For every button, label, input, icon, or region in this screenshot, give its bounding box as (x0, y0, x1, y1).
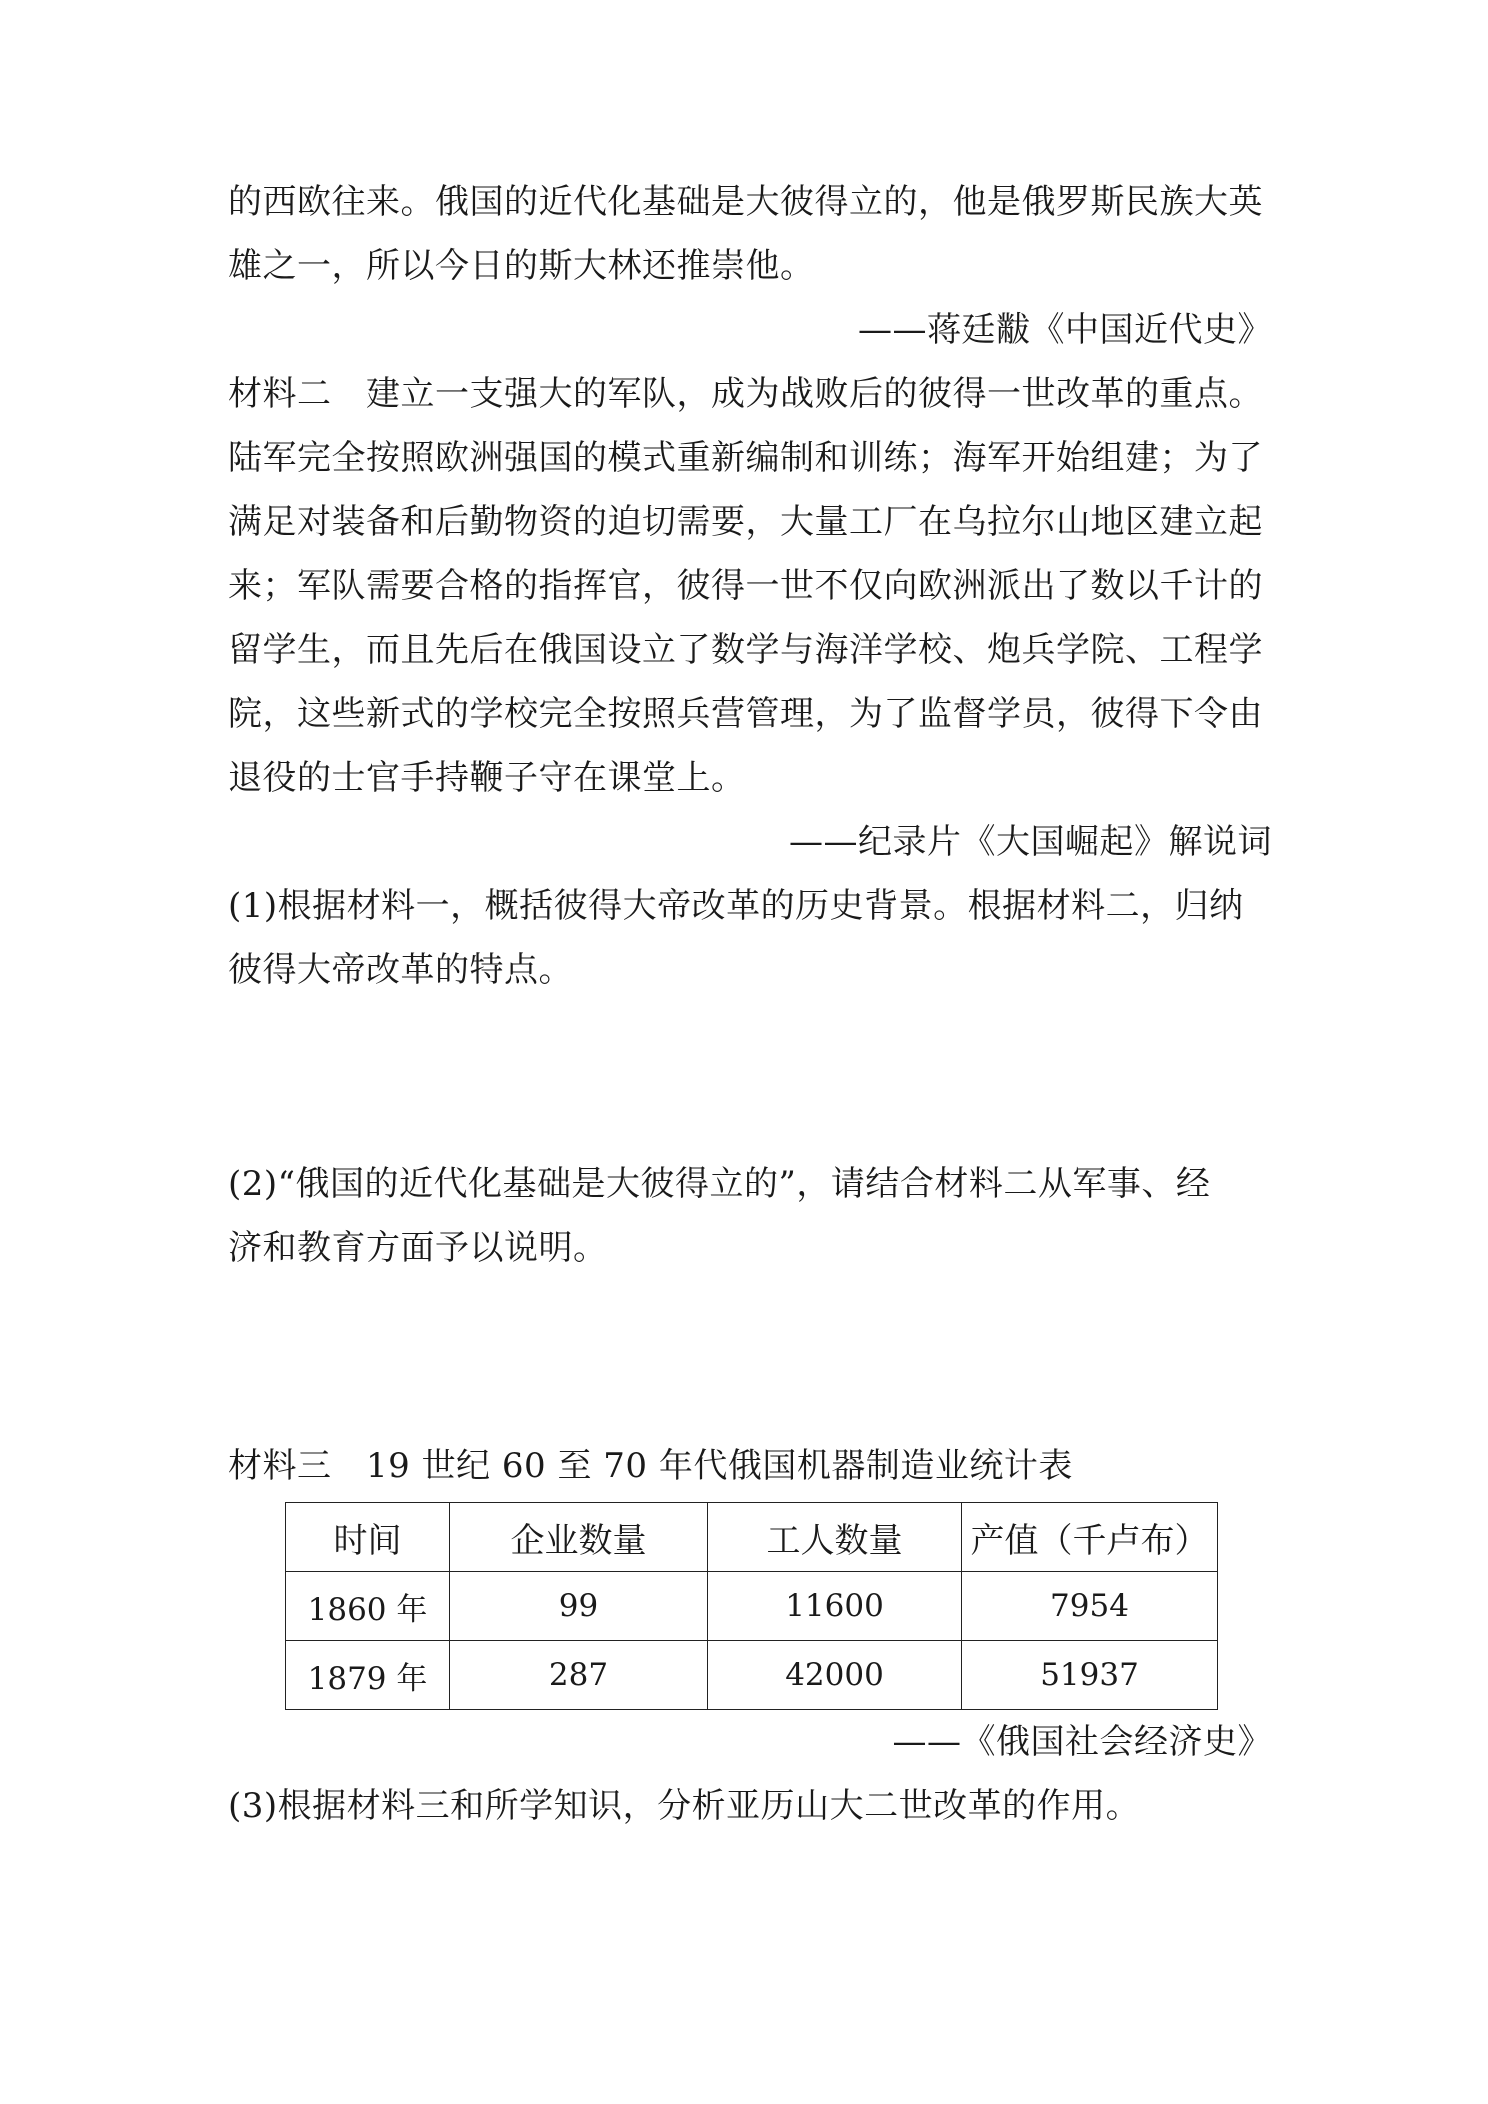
question3: (3)根据材料三和所学知识，分析亚历山大二世改革的作用。 (228, 1786, 1141, 1826)
material3-source: ——《俄国社会经济史》 (892, 1722, 1272, 1762)
material1-line-1: 的西欧往来。俄国的近代化基础是大彼得立的，他是俄罗斯民族大英 (228, 182, 1263, 222)
material3-title: 材料三 19 世纪 60 至 70 年代俄国机器制造业统计表 (228, 1446, 1073, 1486)
table-cell: 1879 年 (286, 1641, 450, 1710)
table-cell: 51937 (962, 1641, 1218, 1710)
statistics-table-container (285, 1502, 1217, 1710)
answer-space-2 (228, 1280, 1272, 1434)
material2-source: ——纪录片《大国崛起》解说词 (789, 822, 1272, 862)
material1-source: ——蒋廷黻《中国近代史》 (858, 310, 1272, 350)
question1-line-2: 彼得大帝改革的特点。 (228, 950, 573, 990)
material2-line-3: 满足对装备和后勤物资的迫切需要，大量工厂在乌拉尔山地区建立起 (228, 502, 1263, 542)
header-workers: 工人数量 (708, 1503, 962, 1572)
document-page (228, 170, 1272, 1838)
table-cell: 7954 (962, 1572, 1218, 1641)
question1-line-1: (1)根据材料一，概括彼得大帝改革的历史背景。根据材料二，归纳 (228, 886, 1244, 926)
table-cell: 99 (450, 1572, 708, 1641)
table-row (286, 1572, 1218, 1641)
material1-line-2: 雄之一，所以今日的斯大林还推崇他。 (228, 246, 815, 286)
table-header-row (286, 1503, 1218, 1572)
material2-line-6: 院，这些新式的学校完全按照兵营管理，为了监督学员，彼得下令由 (228, 694, 1263, 734)
statistics-table (285, 1502, 1218, 1710)
answer-space-1 (228, 1002, 1272, 1152)
table-cell: 287 (450, 1641, 708, 1710)
header-time: 时间 (286, 1503, 450, 1572)
material2-line-2: 陆军完全按照欧洲强国的模式重新编制和训练；海军开始组建；为了 (228, 438, 1263, 478)
material2-line-5: 留学生，而且先后在俄国设立了数学与海洋学校、炮兵学院、工程学 (228, 630, 1263, 670)
header-enterprises: 企业数量 (450, 1503, 708, 1572)
table-cell: 1860 年 (286, 1572, 450, 1641)
question2-line-1: (2)“俄国的近代化基础是大彼得立的”，请结合材料二从军事、经 (228, 1164, 1211, 1204)
table-row (286, 1641, 1218, 1710)
question2-line-2: 济和教育方面予以说明。 (228, 1228, 608, 1268)
material2-line-1: 材料二 建立一支强大的军队，成为战败后的彼得一世改革的重点。 (228, 374, 1263, 414)
table-cell: 11600 (708, 1572, 962, 1641)
material2-line-4: 来；军队需要合格的指挥官，彼得一世不仅向欧洲派出了数以千计的 (228, 566, 1263, 606)
material2-line-7: 退役的士官手持鞭子守在课堂上。 (228, 758, 746, 798)
header-output: 产值（千卢布） (962, 1503, 1218, 1572)
table-cell: 42000 (708, 1641, 962, 1710)
